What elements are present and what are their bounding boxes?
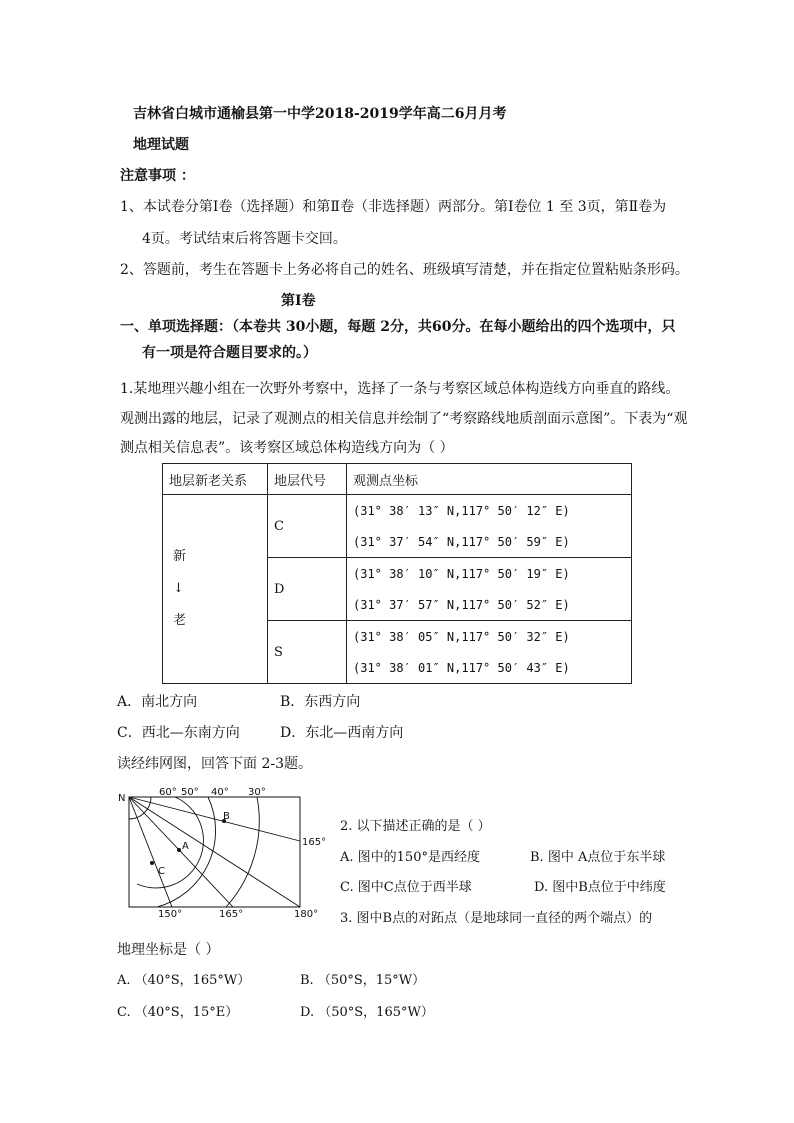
q1-line-1: 1.某地理兴趣小组在一次野外考察中，选择了一条与考察区域总体构造线方向垂直的路线。 [120, 381, 680, 397]
point-a-dot [177, 848, 181, 852]
coord-cell: (31° 37′ 54″ N,117° 50′ 59″ E) [347, 526, 632, 558]
q1-option-a: A．南北方向 [117, 694, 198, 710]
q3-line-2: 地理坐标是（ ） [117, 942, 220, 958]
coord-cell: (31° 38′ 05″ N,117° 50′ 32″ E) [347, 621, 632, 653]
q3-option-c: C. （40°S，15°E） [117, 1005, 239, 1020]
header-code: 地层代号 [268, 464, 347, 495]
lat-lon-grid-map [115, 786, 330, 920]
coord-cell: (31° 38′ 13″ N,117° 50′ 12″ E) [347, 495, 632, 527]
lon-label-165: 165° [219, 909, 244, 920]
q3-option-a: A. （40°S，165°W） [117, 973, 251, 988]
subject-title: 地理试题 [133, 137, 189, 153]
relation-old: 老 [173, 613, 187, 628]
lat-label-50: 50° [181, 787, 199, 798]
q2-stem: 2. 以下描述正确的是（ ） [340, 819, 491, 834]
q2-option-c: C. 图中C点位于西半球 [340, 880, 472, 895]
q3-option-b: B. （50°S，15°W） [300, 973, 426, 988]
lon-label-180: 180° [294, 909, 319, 920]
point-c-dot [150, 861, 154, 865]
observation-table [162, 463, 632, 684]
relation-arrow: ↓ [173, 581, 184, 596]
q1-option-d: D．东北—西南方向 [280, 725, 404, 741]
point-a-label: A [182, 841, 189, 852]
coord-cell: (31° 37′ 57″ N,117° 50′ 52″ E) [347, 589, 632, 621]
table-row [163, 495, 632, 527]
q1-line-3: 测点相关信息表”。该考察区域总体构造线方向为（ ） [120, 440, 454, 456]
code-cell-d: D [268, 558, 347, 621]
point-c-label: C [158, 866, 165, 877]
q3-option-d: D. （50°S，165°W） [300, 1005, 434, 1020]
coord-cell: (31° 38′ 01″ N,117° 50′ 43″ E) [347, 652, 632, 684]
lat-label-60: 60° [159, 787, 177, 798]
q2-option-b: B. 图中 A点位于东半球 [530, 850, 666, 865]
volume-title: 第Ⅰ卷 [281, 293, 316, 309]
q2-option-d: D. 图中B点位于中纬度 [534, 880, 666, 895]
right-lon-label-165: 165° [302, 837, 327, 848]
lon-label-150: 150° [158, 909, 183, 920]
code-cell-c: C [268, 495, 347, 558]
section-instr-line-1: 一、单项选择题：（本卷共 30小题，每题 2分，共60分。在每小题给出的四个选项中，只 [120, 319, 676, 335]
q1-line-2: 观测出露的地层，记录了观测点的相关信息并绘制了“考察路线地质剖面示意图”。下表为“观 [120, 411, 688, 427]
q1-option-b: B．东西方向 [280, 694, 361, 710]
meridian-150 [129, 797, 172, 907]
header-relation: 地层新老关系 [163, 464, 268, 495]
q2-option-a: A. 图中的150°是西经度 [340, 850, 480, 865]
relation-new: 新 [173, 549, 187, 564]
lat-label-40: 40° [211, 787, 229, 798]
q1-option-c: C．西北—东南方向 [117, 725, 240, 741]
north-label: N [118, 793, 126, 804]
meridian-165 [129, 797, 233, 907]
meridian-165-right [129, 797, 300, 841]
point-b-label: B [223, 811, 230, 822]
exam-title: 吉林省白城市通榆县第一中学2018-2019学年高二6月月考 [133, 106, 507, 122]
q3-line-1: 3. 图中B点的对跖点（是地球同一直径的两个端点）的 [340, 911, 653, 926]
code-cell-s: S [268, 621, 347, 684]
meridian-180 [129, 797, 300, 907]
coord-cell: (31° 38′ 10″ N,117° 50′ 19″ E) [347, 558, 632, 590]
lat-label-30: 30° [248, 787, 266, 798]
notes-heading: 注意事项 ： [120, 168, 195, 184]
note-2: 2、答题前，考生在答题卡上务必将自己的姓名、班级填写清楚，并在指定位置粘贴条形码。 [120, 262, 689, 278]
note-1-line-1: 1、本试卷分第Ⅰ卷（选择题）和第Ⅱ卷（非选择题）两部分。第Ⅰ卷位 1 至 3页，第Ⅱ卷为 [120, 199, 667, 215]
section-instr-line-2: 有一项是符合题目要求的。） [142, 345, 317, 361]
header-coords: 观测点坐标 [347, 464, 632, 495]
lat-arc-30 [226, 797, 259, 907]
relation-cell [163, 495, 268, 684]
read-map-instruction: 读经纬网图，回答下面 2-3题。 [117, 756, 312, 772]
table-header-row [163, 464, 632, 495]
note-1-line-2: 4页。考试结束后将答题卡交回。 [142, 231, 347, 247]
